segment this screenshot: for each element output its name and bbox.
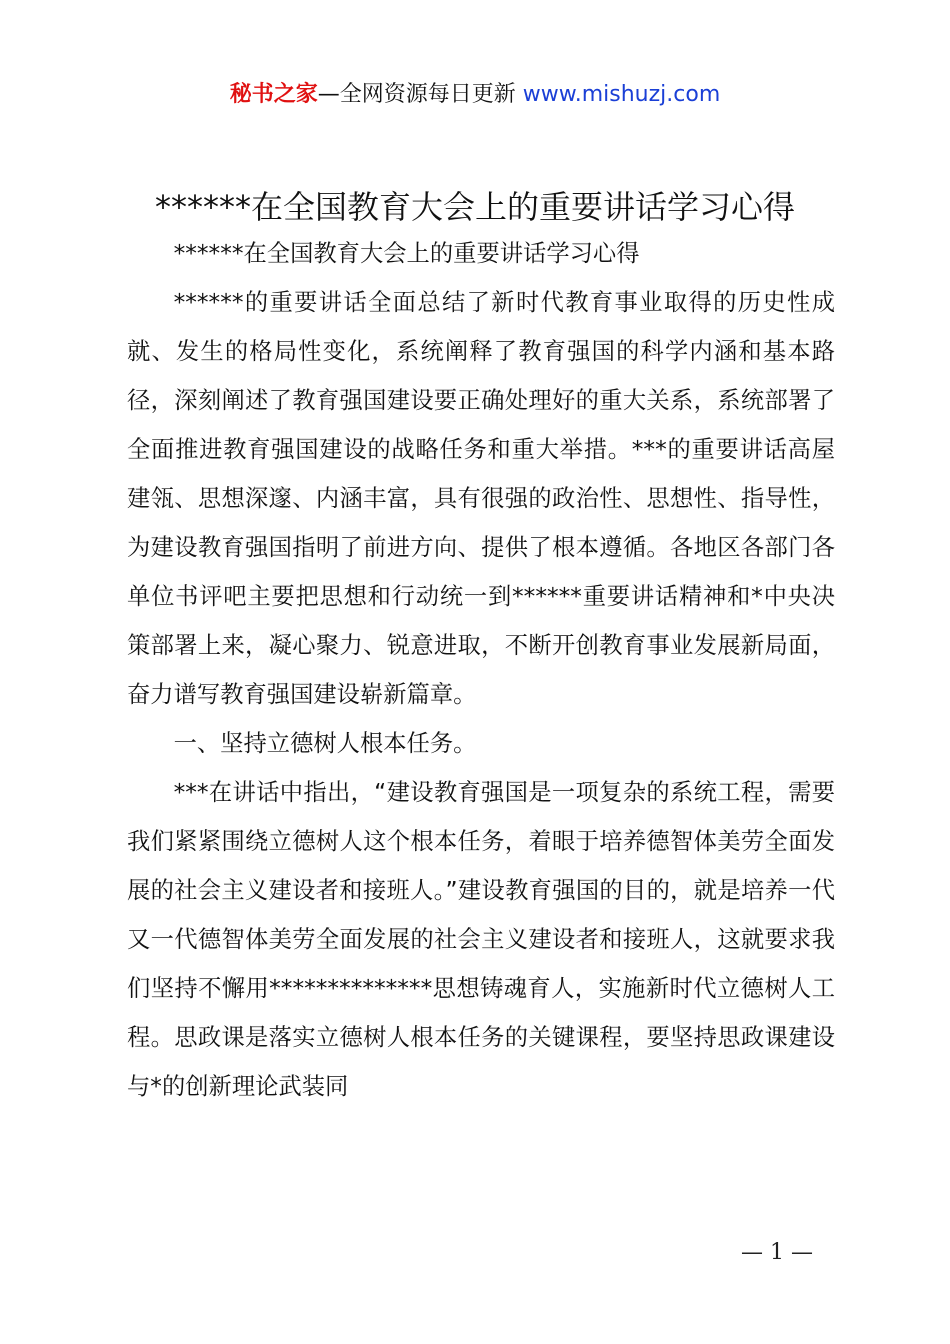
document-body bbox=[127, 229, 835, 1111]
body-paragraph: ***在讲话中指出，“建设教育强国是一项复杂的系统工程，需要我们紧紧围绕立德树人这个根本任务，着眼于培养德智体美劳全面发展的社会主义建设者和接班人。”建设教育强国的目的，就是培养一代又一代德智体美劳全面发展的社会主义建设者和接班人，这就要求我们坚持不懈用**************思想铸魂育人，实施新时代立德树人工程。思政课是落实立德树人根本任务的关键课程，要坚持思政课建设与*的创新理论武装同 bbox=[127, 779, 835, 1100]
site-brand: 秘书之家 bbox=[229, 82, 318, 107]
document-title: ******在全国教育大会上的重要讲话学习心得 bbox=[154, 188, 795, 226]
page-number: — 1 — bbox=[741, 1240, 813, 1265]
site-tagline: —全网资源每日更新 bbox=[317, 82, 523, 107]
body-paragraph: ******的重要讲话全面总结了新时代教育事业取得的历史性成就、发生的格局性变化，系统阐释了教育强国的科学内涵和基本路径，深刻阐述了教育强国建设要正确处理好的重大关系，系统部署了全面推进教育强国建设的战略任务和重大举措。***的重要讲话高屋建瓴、思想深邃、内涵丰富，具有很强的政治性、思想性、指导性，为建设教育强国指明了前进方向、提供了根本遵循。各地区各部门各单位书评吧主要把思想和行动统一到******重要讲话精神和*中央决策部署上来，凝心聚力、锐意进取，不断开创教育事业发展新局面，奋力谱写教育强国建设崭新篇章。 bbox=[127, 289, 835, 708]
site-url-link[interactable]: www.mishuzj.com bbox=[522, 82, 721, 107]
section-heading: 一、坚持立德树人根本任务。 bbox=[173, 730, 477, 757]
site-header bbox=[0, 78, 950, 112]
body-paragraph: ******在全国教育大会上的重要讲话学习心得 bbox=[173, 240, 640, 267]
